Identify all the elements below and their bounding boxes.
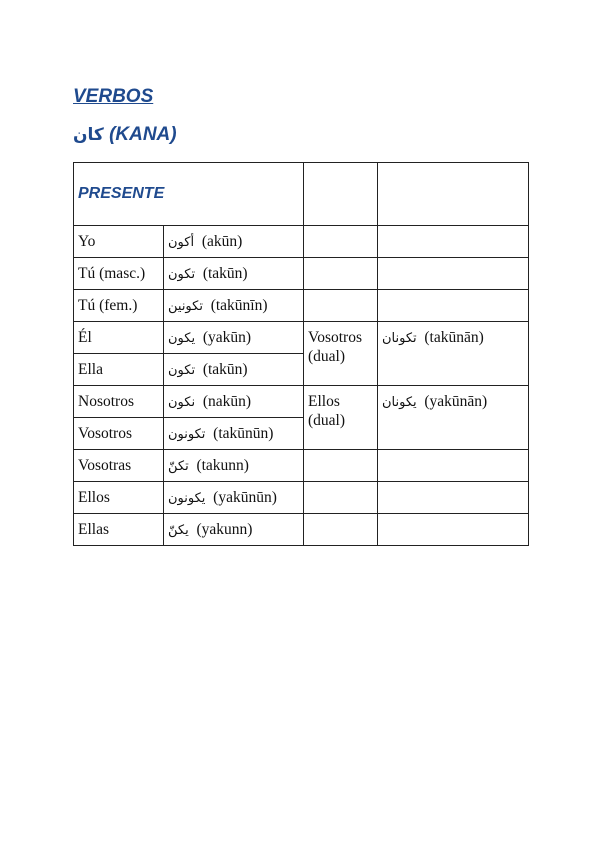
pronoun-cell: Vosotros	[74, 418, 164, 450]
empty-cell	[378, 514, 529, 546]
pronoun-cell: Ella	[74, 354, 164, 386]
empty-cell	[378, 163, 529, 226]
conjugation-table	[73, 162, 529, 546]
conjugation-cell	[164, 482, 304, 514]
empty-cell	[304, 163, 378, 226]
conjugation-cell	[164, 258, 304, 290]
pronoun-cell: Ellos	[74, 482, 164, 514]
pronoun-cell: Nosotros	[74, 386, 164, 418]
conjugation-cell	[164, 354, 304, 386]
empty-cell	[304, 258, 378, 290]
conjugation-cell	[164, 226, 304, 258]
empty-cell	[378, 482, 529, 514]
table-row	[74, 386, 529, 418]
arabic-form: يكونون	[168, 490, 206, 506]
conjugation-cell	[164, 418, 304, 450]
table-row	[74, 482, 529, 514]
dual-pronoun-cell: Ellos (dual)	[304, 386, 378, 450]
verb-arabic: كان	[73, 125, 104, 145]
empty-cell	[378, 450, 529, 482]
pronoun-cell: Ellas	[74, 514, 164, 546]
pronoun-cell: Tú (fem.)	[74, 290, 164, 322]
empty-cell	[378, 258, 529, 290]
transliteration: (takūnān)	[424, 329, 484, 346]
arabic-form: أكون	[168, 234, 195, 250]
table-row	[74, 514, 529, 546]
arabic-form: يكونان	[382, 395, 417, 410]
pronoun-cell: Yo	[74, 226, 164, 258]
empty-cell	[304, 226, 378, 258]
arabic-form: تكونون	[168, 426, 206, 442]
table-row	[74, 290, 529, 322]
transliteration: (nakūn)	[202, 392, 252, 410]
arabic-form: تكون	[168, 266, 196, 282]
arabic-form: نكون	[168, 394, 196, 410]
transliteration: (takūn)	[202, 360, 248, 378]
transliteration: (takūn)	[202, 264, 248, 282]
transliteration: (takūnūn)	[213, 424, 274, 442]
dual-conjugation-cell	[378, 386, 529, 450]
verb-latin: (KANA)	[109, 124, 177, 145]
arabic-form: يكون	[168, 330, 196, 346]
pronoun-cell: Él	[74, 322, 164, 354]
table-row	[74, 258, 529, 290]
conjugation-cell	[164, 290, 304, 322]
empty-cell	[378, 226, 529, 258]
tense-header: PRESENTE	[74, 163, 304, 226]
table-row	[74, 450, 529, 482]
table-row	[74, 226, 529, 258]
table-header-row	[74, 163, 529, 226]
empty-cell	[378, 290, 529, 322]
transliteration: (takunn)	[196, 456, 249, 474]
dual-conjugation-cell	[378, 322, 529, 386]
conjugation-cell	[164, 450, 304, 482]
empty-cell	[304, 514, 378, 546]
conjugation-cell	[164, 322, 304, 354]
transliteration: (akūn)	[201, 232, 243, 250]
arabic-form: تكنّ	[168, 458, 189, 474]
transliteration: (yakūn)	[202, 328, 252, 346]
transliteration: (yakunn)	[196, 520, 253, 538]
arabic-form: يكنّ	[168, 522, 189, 538]
empty-cell	[304, 482, 378, 514]
page-title: VERBOS	[73, 86, 154, 107]
table-row	[74, 322, 529, 354]
arabic-form: تكونان	[382, 331, 417, 346]
arabic-form: تكونين	[168, 298, 203, 314]
arabic-form: تكون	[168, 362, 196, 378]
transliteration: (takūnīn)	[210, 296, 268, 314]
empty-cell	[304, 450, 378, 482]
pronoun-cell: Vosotras	[74, 450, 164, 482]
transliteration: (yakūnūn)	[213, 488, 277, 506]
verb-heading	[73, 124, 177, 146]
transliteration: (yakūnān)	[424, 393, 488, 410]
empty-cell	[304, 290, 378, 322]
pronoun-cell: Tú (masc.)	[74, 258, 164, 290]
conjugation-cell	[164, 514, 304, 546]
dual-pronoun-cell: Vosotros (dual)	[304, 322, 378, 386]
conjugation-cell	[164, 386, 304, 418]
